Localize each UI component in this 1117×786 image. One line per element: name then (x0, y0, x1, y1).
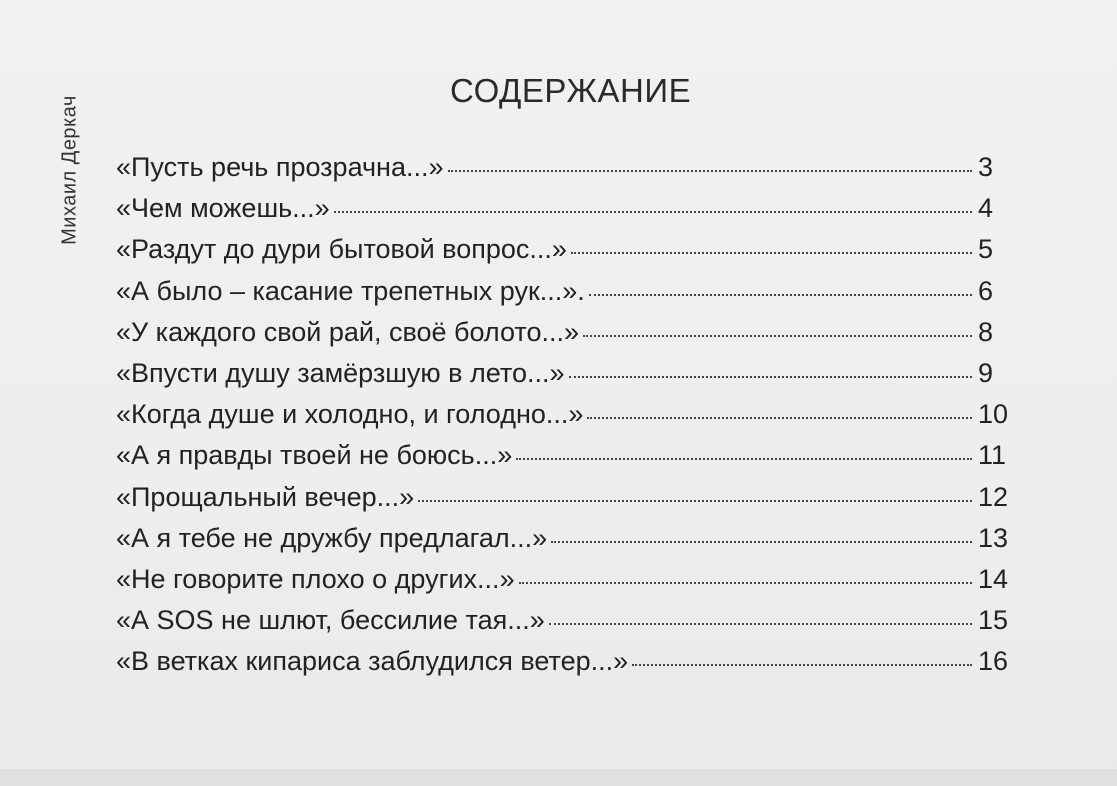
toc-entry (116, 193, 1016, 234)
toc-page-number: 14 (978, 563, 1009, 594)
table-of-contents (116, 152, 1016, 687)
toc-entry-title: «В ветках кипариса заблудился ветер...» (116, 646, 629, 677)
toc-dot-leader (589, 294, 972, 296)
toc-page-number: 8 (978, 316, 994, 347)
toc-page-number: 6 (978, 275, 994, 306)
toc-dot-leader (516, 458, 972, 460)
toc-entry-title: «Раздут до дури бытовой вопрос...» (116, 234, 567, 265)
toc-entry (116, 605, 1016, 646)
toc-page-number: 4 (978, 193, 994, 224)
toc-page-number: 15 (978, 605, 1009, 636)
toc-entry (116, 564, 1016, 605)
running-author: Михаил Деркач (58, 95, 81, 245)
toc-entry (116, 399, 1016, 440)
toc-page-number: 9 (978, 357, 994, 388)
toc-dot-leader (632, 664, 972, 666)
toc-page-number: 12 (978, 481, 1009, 512)
toc-entry (116, 482, 1016, 523)
toc-dot-leader (583, 335, 972, 337)
toc-entry (116, 523, 1016, 564)
toc-page-number: 5 (978, 234, 994, 265)
toc-page-number: 10 (978, 399, 1009, 430)
toc-dot-leader (569, 376, 972, 378)
toc-entry-title: «А было – касание трепетных рук...». (116, 275, 585, 306)
toc-dot-leader (571, 252, 972, 254)
toc-entry (116, 276, 1016, 317)
toc-dot-leader (448, 170, 972, 172)
toc-entry (116, 646, 1016, 687)
page-title: СОДЕРЖАНИЕ (450, 72, 692, 109)
toc-entry-title: «А я правды твоей не боюсь...» (116, 440, 513, 471)
toc-page-number: 11 (978, 440, 1007, 471)
toc-entry-title: «Прощальный вечер...» (116, 481, 415, 512)
toc-entry-title: «Пусть речь прозрачна...» (116, 152, 444, 182)
toc-entry-title: «Не говорите плохо о других...» (116, 563, 515, 594)
toc-dot-leader (519, 582, 972, 584)
toc-entry-title: «А SOS не шлют, бессилие тая...» (116, 605, 545, 636)
toc-dot-leader (549, 623, 972, 625)
toc-entry-title: «У каждого свой рай, своё болото...» (116, 316, 579, 347)
toc-page-number: 13 (978, 522, 1009, 553)
toc-entry (116, 234, 1016, 275)
toc-dot-leader (587, 417, 972, 419)
toc-entry-title: «Впусти душу замёрзшую в лето...» (116, 357, 565, 388)
toc-page-number: 3 (978, 152, 994, 182)
toc-dot-leader (551, 541, 972, 543)
page-bottom-edge (0, 770, 1117, 786)
toc-dot-leader (418, 500, 972, 502)
toc-entry (116, 440, 1016, 481)
toc-dot-leader (334, 211, 972, 213)
toc-entry (116, 317, 1016, 358)
toc-entry (116, 152, 1016, 193)
toc-entry-title: «Чем можешь...» (116, 193, 330, 224)
toc-entry-title: «А я тебе не дружбу предлагал...» (116, 522, 548, 553)
toc-entry-title: «Когда душе и холодно, и голодно...» (116, 399, 584, 430)
toc-page-number: 16 (978, 646, 1009, 677)
toc-entry (116, 358, 1016, 399)
